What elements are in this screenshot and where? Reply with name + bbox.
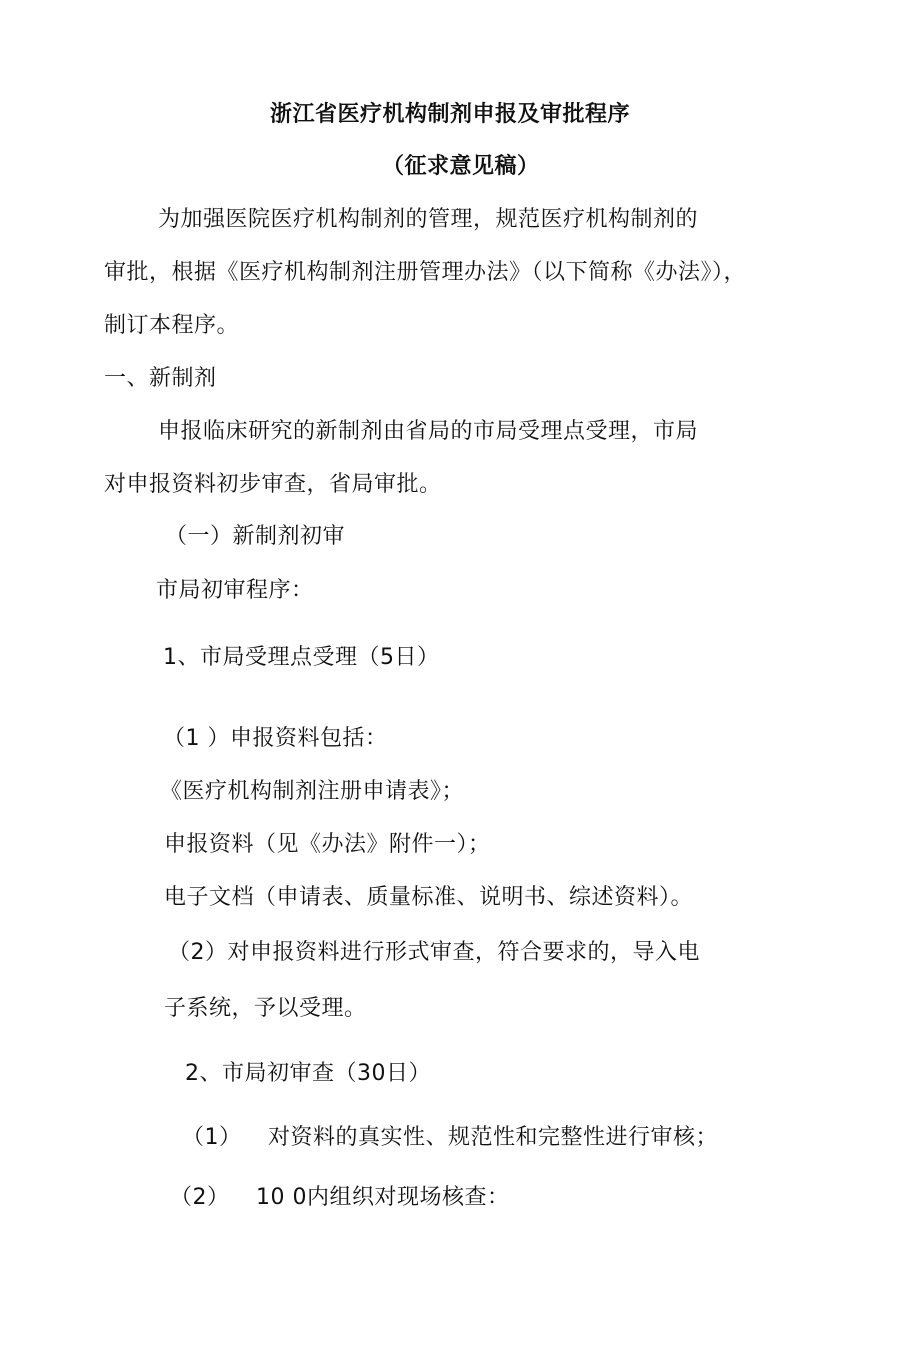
intro-line-1: 为加强医院医疗机构制剂的管理，规范医疗机构制剂的 — [158, 207, 699, 232]
section-text-line-2: 对申报资料初步审查，省局审批。 — [104, 472, 442, 497]
subsection-label: 市局初审程序： — [156, 578, 314, 603]
intro-line-2: 审批，根据《医疗机构制剂注册管理办法》（以下简称《办法》）， — [104, 260, 747, 285]
step2-item2-number: （2） — [170, 1185, 230, 1210]
subsection-heading: （一）新制剂初审 — [165, 524, 346, 549]
step1-item1: （1 ）申报资料包括： — [163, 726, 388, 751]
doc-item-1: 《医疗机构制剂注册申请表》； — [160, 779, 465, 804]
step2-item1-number: （1） — [182, 1125, 242, 1150]
step1-item2-line-1: （2）对申报资料进行形式审查，符合要求的，导入电 — [168, 940, 700, 965]
step2-heading: 2、市局初审查（30日） — [185, 1061, 431, 1086]
step2-item2-text: 10 0内组织对现场核查： — [256, 1185, 510, 1210]
document-title: 浙江省医疗机构制剂申报及审批程序 — [270, 102, 631, 127]
intro-line-3: 制订本程序。 — [104, 313, 240, 338]
doc-item-3: 电子文档（申请表、质量标准、说明书、综述资料）。 — [164, 885, 694, 910]
section-heading: 一、新制剂 — [104, 366, 217, 391]
section-text-line-1: 申报临床研究的新制剂由省局的市局受理点受理，市局 — [158, 419, 699, 444]
document-subtitle: （征求意见稿） — [382, 154, 540, 179]
doc-item-2: 申报资料（见《办法》附件一）； — [164, 832, 491, 857]
step1-heading: 1、市局受理点受理（5日） — [163, 645, 440, 670]
step1-item2-line-2: 子系统，予以受理。 — [164, 996, 367, 1021]
step2-item1-text: 对资料的真实性、规范性和完整性进行审核； — [268, 1125, 719, 1150]
